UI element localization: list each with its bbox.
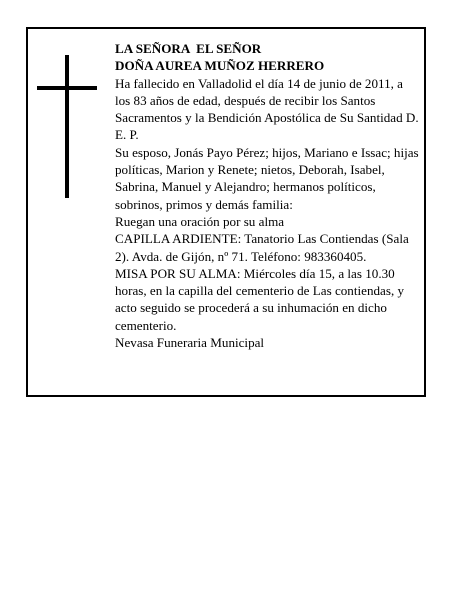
notice-prayer-request: Ruegan una oración por su alma (115, 213, 285, 229)
notice-heading-honorific: LA SEÑORA EL SEÑOR (115, 41, 262, 56)
obituary-text (115, 40, 420, 351)
notice-mass-info: MISA POR SU ALMA: Miércoles día 15, a las 10.30 horas, en la capilla del cementerio de Las contiendas, y acto seguido se procederá a su inhumación en dicho cementerio. (115, 265, 405, 333)
notice-heading-name: DOÑA AUREA MUÑOZ HERRERO (115, 58, 325, 74)
cross-vertical-bar (65, 55, 69, 198)
latin-cross-icon (37, 55, 97, 198)
notice-funeral-home: Nevasa Funeraria Municipal (115, 335, 265, 351)
notice-family-list: Su esposo, Jonás Payo Pérez; hijos, Mariano e Issac; hijas políticas, Marion y Renete; nietos, Deborah, Isabel, Sabrina, Manuel y Alejandro; hermanos políticos, sobrinos, primos y demás familia: (115, 144, 419, 212)
notice-chapel-info: CAPILLA ARDIENTE: Tanatorio Las Contiendas (Sala 2). Avda. de Gijón, nº 71. Teléfono: 983360405. (115, 231, 409, 264)
notice-death-announcement: Ha fallecido en Valladolid el día 14 de junio de 2011, a los 83 años de edad, después de recibir los Santos Sacramentos y la Bendición Apostólica de Su Santidad D. E. P. (115, 75, 419, 143)
cross-horizontal-bar (37, 86, 97, 90)
